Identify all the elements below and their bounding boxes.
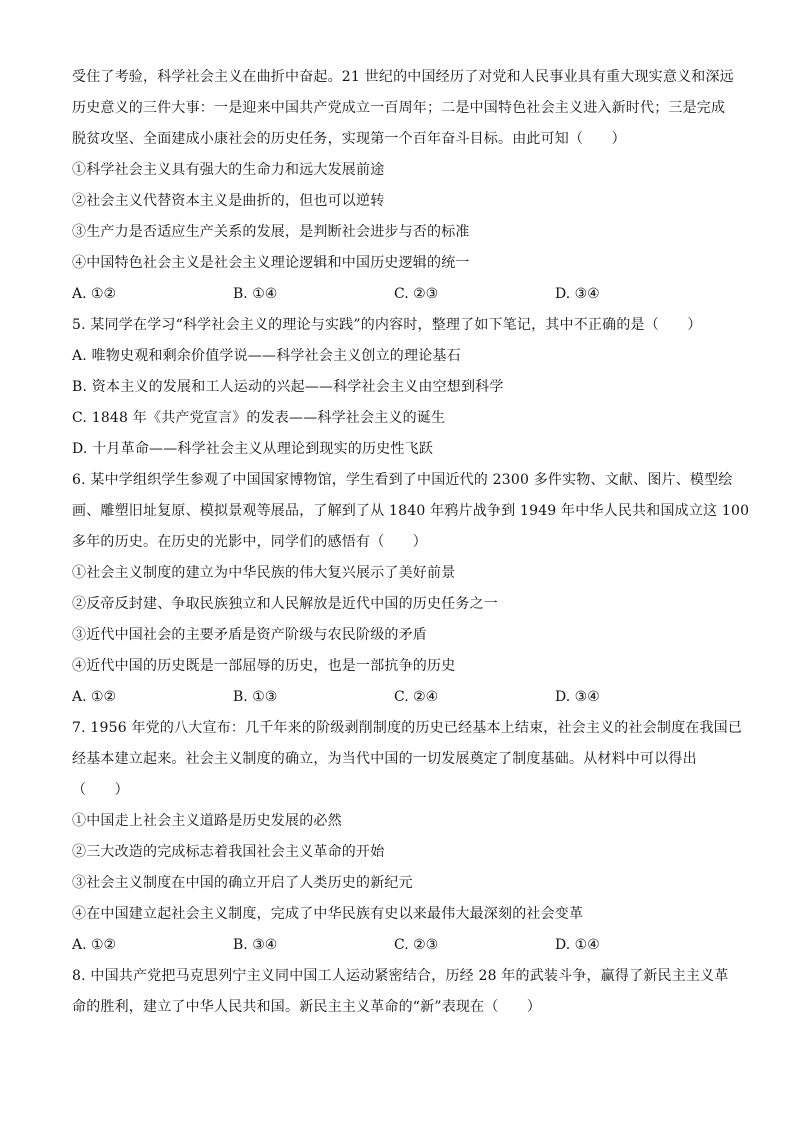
question-stem-line: 经基本建立起来。社会主义制度的确立，为当代中国的一切发展奠定了制度基础。从材料中可以得出 (72, 751, 697, 767)
option-b: B. ①④ (233, 286, 278, 302)
statement: ①中国走上社会主义道路是历史发展的必然 (72, 813, 342, 829)
option-a: A. ①② (72, 286, 117, 302)
statement: ④中国特色社会主义是社会主义理论逻辑和中国历史逻辑的统一 (72, 255, 470, 271)
answer-options (72, 930, 722, 961)
statement: ③生产力是否适应生产关系的发展，是判断社会进步与否的标准 (72, 224, 470, 240)
question-5 (72, 310, 722, 465)
statement: ①社会主义制度的建立为中华民族的伟大复兴展示了美好前景 (72, 565, 456, 581)
option-c: C. ②④ (394, 689, 439, 705)
option-a: A. ①② (72, 689, 117, 705)
exam-page (72, 62, 750, 1023)
question-6 (72, 465, 750, 713)
option-b: B. ①③ (233, 689, 278, 705)
statement: ②反帝反封建、争取民族独立和人民解放是近代中国的历史任务之一 (72, 596, 498, 612)
question-stem-line: （ ） (72, 782, 129, 798)
statement: ②三大改造的完成标志着我国社会主义革命的开始 (72, 844, 385, 860)
answer-options (72, 682, 722, 713)
question-stem: 5. 某同学在学习“科学社会主义的理论与实践”的内容时，整理了如下笔记，其中不正确的是（ ） (72, 317, 702, 333)
question-stem-line: 画、雕塑旧址复原、模拟景观等展品，了解到了从 1840 年鸦片战争到 1949 年中华人民共和国成立这 100 (72, 503, 750, 519)
question-stem-line: 6. 某中学组织学生参观了中国国家博物馆，学生看到了中国近代的 2300 多件实物、文献、图片、模型绘 (72, 472, 733, 488)
statement: ④在中国建立起社会主义制度，完成了中华民族有史以来最伟大最深刻的社会变革 (72, 906, 584, 922)
option-c: C. 1848 年《共产党宣言》的发表——科学社会主义的诞生 (72, 410, 446, 426)
question-8 (72, 961, 729, 1023)
option-d: D. 十月革命——科学社会主义从理论到现实的历史性飞跃 (72, 441, 434, 457)
option-c: C. ②③ (394, 286, 439, 302)
question-stem-line: 命的胜利，建立了中华人民共和国。新民主主义革命的“新”表现在（ ） (72, 999, 542, 1015)
option-a: A. ①② (72, 937, 117, 953)
question-4-continued (72, 62, 734, 310)
question-stem-line: 7. 1956 年党的八大宣布：几千年来的阶级剥削制度的历史已经基本上结束，社会主义的社会制度在我国已 (72, 720, 743, 736)
question-stem-line: 8. 中国共产党把马克思列宁主义同中国工人运动紧密结合，历经 28 年的武装斗争，赢得了新民主主义革 (72, 968, 729, 984)
statement: ③社会主义制度在中国的确立开启了人类历史的新纪元 (72, 875, 413, 891)
option-c: C. ②③ (394, 937, 439, 953)
statement: ②社会主义代替资本主义是曲折的，但也可以逆转 (72, 193, 385, 209)
option-b: B. 资本主义的发展和工人运动的兴起——科学社会主义由空想到科学 (72, 379, 504, 395)
option-d: D. ③④ (555, 286, 600, 302)
question-stem-line: 多年的历史。在历史的光影中，同学们的感悟有（ ） (72, 534, 427, 550)
statement: ③近代中国社会的主要矛盾是资产阶级与农民阶级的矛盾 (72, 627, 427, 643)
question-stem-line: 脱贫攻坚、全面建成小康社会的历史任务，实现第一个百年奋斗目标。由此可知（ ） (72, 131, 626, 147)
question-stem-line: 历史意义的三件大事：一是迎来中国共产党成立一百周年；二是中国特色社会主义进入新时代；三是完成 (72, 100, 726, 116)
statement: ①科学社会主义具有强大的生命力和远大发展前途 (72, 162, 385, 178)
question-stem-line: 受住了考验，科学社会主义在曲折中奋起。21 世纪的中国经历了对党和人民事业具有重大现实意义和深远 (72, 69, 734, 85)
statement: ④近代中国的历史既是一部屈辱的历史，也是一部抗争的历史 (72, 658, 456, 674)
option-d: D. ③④ (555, 689, 600, 705)
question-7 (72, 713, 743, 961)
option-a: A. 唯物史观和剩余价值学说——科学社会主义创立的理论基石 (72, 348, 461, 364)
option-b: B. ③④ (233, 937, 278, 953)
option-d: D. ①④ (555, 937, 600, 953)
answer-options (72, 279, 722, 310)
